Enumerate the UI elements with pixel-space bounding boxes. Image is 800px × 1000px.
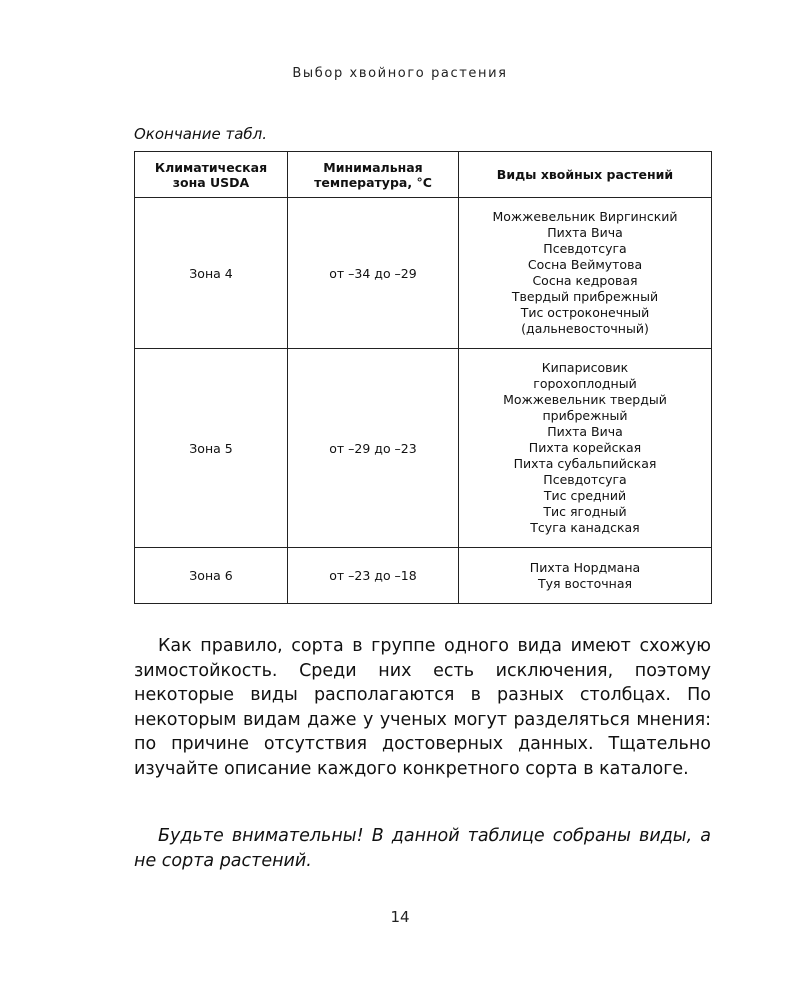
species-item: Кипарисовик — [541, 360, 629, 375]
species-item: Пихта Вича — [547, 225, 623, 240]
species-item: Псевдотсуга — [543, 472, 627, 487]
species-item: Сосна кедровая — [532, 273, 638, 288]
species-item: Тис средний — [543, 488, 627, 503]
species-item: Пихта Вича — [547, 424, 623, 439]
table-row — [135, 198, 712, 349]
temperature-cell: от –23 до –18 — [288, 548, 459, 604]
species-item: Сосна Веймутова — [527, 257, 643, 272]
header-zone: Климатическая зона USDA — [135, 152, 288, 198]
page-number: 14 — [390, 908, 410, 926]
species-item: Твердый прибрежный — [511, 289, 659, 304]
zone-cell: Зона 4 — [135, 198, 288, 349]
body-paragraph: Как правило, сорта в группе одного вида имеют схожую зимостойкость. Среди них есть исключения, поэтому некоторые виды располагаются в разных столбцах. По некоторым видам даже у ученых могут разделяться мнения: по причине отсутствия достоверных данных. Тщательно изучайте описание каждого конкретного сорта в каталоге. — [134, 636, 711, 779]
species-item: Пихта корейская — [528, 440, 642, 455]
species-cell — [459, 349, 712, 548]
species-item: Туя восточная — [537, 575, 633, 591]
zone-cell: Зона 5 — [135, 349, 288, 548]
table-row — [135, 349, 712, 548]
species-item: Пихта Нордмана — [529, 559, 641, 575]
species-item: прибрежный — [542, 408, 628, 423]
header-species: Виды хвойных растений — [459, 152, 712, 198]
temperature-cell: от –34 до –29 — [288, 198, 459, 349]
species-item: Псевдотсуга — [543, 241, 627, 256]
species-cell — [459, 198, 712, 349]
species-item: (дальневосточный) — [521, 321, 649, 336]
zone-cell: Зона 6 — [135, 548, 288, 604]
italic-note: Будьте внимательны! В данной таблице собраны виды, а не сорта растений. — [134, 826, 711, 871]
climate-zone-table — [134, 151, 712, 604]
species-item: Тис остроконечный — [520, 305, 650, 320]
table-row — [135, 548, 712, 604]
species-item: горохоплодный — [533, 376, 637, 391]
species-item: Тис ягодный — [543, 504, 627, 519]
species-item: Пихта субальпийская — [513, 456, 657, 471]
species-item: Тсуга канадская — [530, 520, 640, 535]
running-head: Выбор хвойного растения — [292, 66, 508, 81]
table-header-row — [135, 152, 712, 198]
header-temperature: Минимальная температура, °С — [288, 152, 459, 198]
temperature-cell: от –29 до –23 — [288, 349, 459, 548]
species-item: Можжевельник твердый — [503, 392, 667, 407]
table-caption: Окончание табл. — [134, 125, 267, 143]
species-cell — [459, 548, 712, 604]
species-item: Можжевельник Виргинский — [492, 209, 678, 224]
